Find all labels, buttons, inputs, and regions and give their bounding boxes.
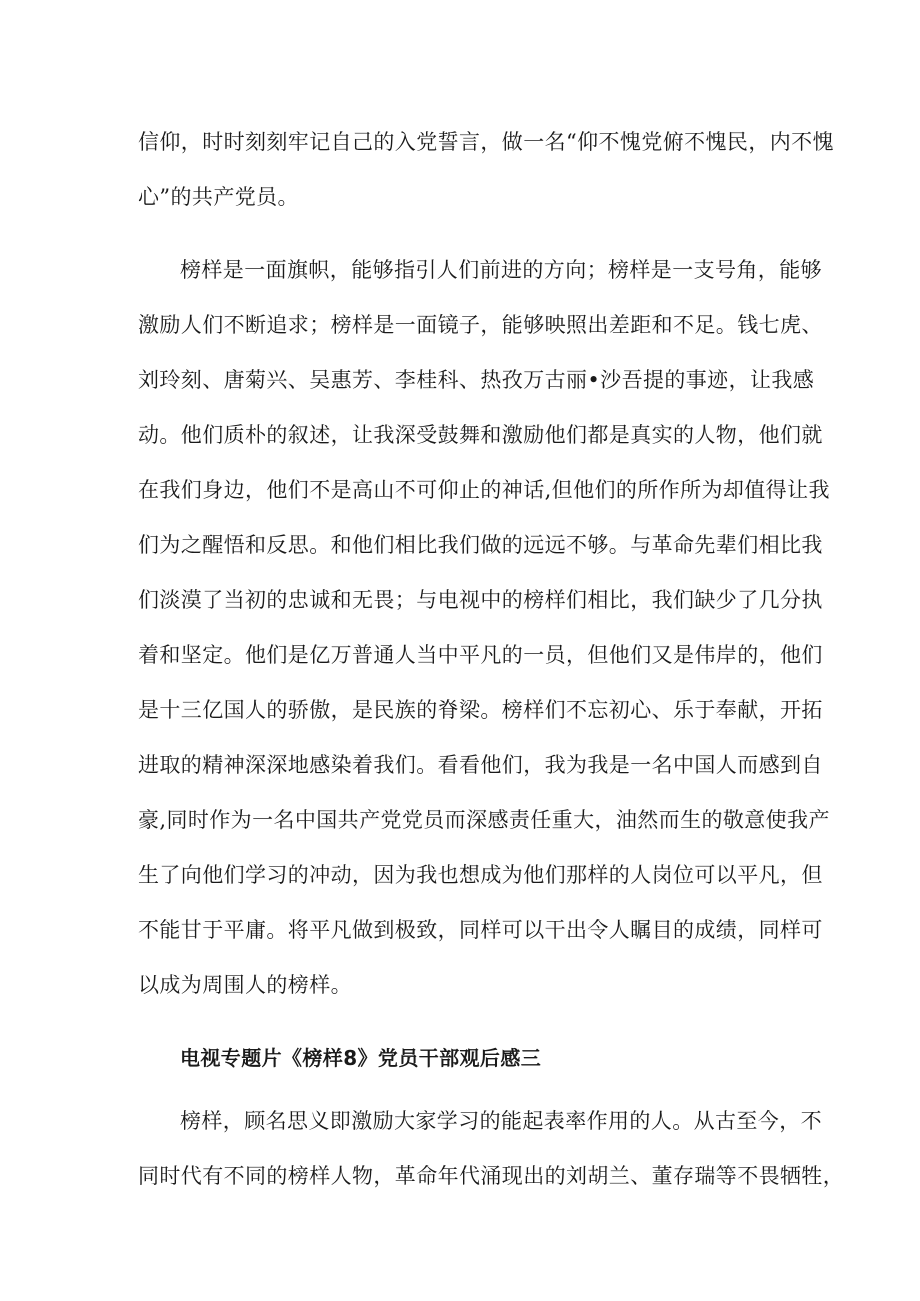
paragraph-2-line-6: 们为之醒悟和反思。和他们相比我们做的远远不够。与革命先辈们相比我 — [138, 533, 823, 557]
paragraph-3-line-1: 榜样，顾名思义即激励大家学习的能起表率作用的人。从古至今，不 — [180, 1109, 822, 1133]
section-heading: 电视专题片《榜样8》党员干部观后感三 — [180, 1046, 542, 1070]
paragraph-2-line-14: 以成为周围人的榜样。 — [138, 973, 352, 997]
paragraph-2-line-12: 生了向他们学习的冲动，因为我也想成为他们那样的人岗位可以平凡，但 — [138, 863, 823, 887]
paragraph-2-line-13: 不能甘于平庸。将平凡做到极致，同样可以干出令人瞩目的成绩，同样可 — [138, 918, 823, 942]
paragraph-3-line-2: 同时代有不同的榜样人物，革命年代涌现出的刘胡兰、董存瑞等不畏牺牲， — [138, 1164, 845, 1188]
paragraph-2-line-11: 豪,同时作为一名中国共产党党员而深感责任重大，油然而生的敬意使我产 — [138, 808, 830, 832]
paragraph-2-line-9: 是十三亿国人的骄傲，是民族的脊梁。榜样们不忘初心、乐于奉献，开拓 — [138, 698, 823, 722]
paragraph-2-line-3: 刘玲刻、唐菊兴、吴惠芳、李桂科、热孜万古丽•沙吾提的事迹，让我感 — [138, 368, 815, 392]
paragraph-2-line-5: 在我们身边，他们不是高山不可仰止的神话,但他们的所作所为却值得让我 — [138, 478, 830, 502]
paragraph-2-line-2: 激励人们不断追求；榜样是一面镜子，能够映照出差距和不足。钱七虎、 — [138, 313, 823, 337]
paragraph-2-line-10: 进取的精神深深地感染着我们。看看他们，我为我是一名中国人而感到自 — [138, 753, 823, 777]
paragraph-2-line-7: 们淡漠了当初的忠诚和无畏；与电视中的榜样们相比，我们缺少了几分执 — [138, 588, 823, 612]
paragraph-1-line-2: 心”的共产党员。 — [138, 185, 299, 209]
paragraph-2-line-4: 动。他们质朴的叙述，让我深受鼓舞和激励他们都是真实的人物，他们就 — [138, 423, 823, 447]
paragraph-1-line-1: 信仰，时时刻刻牢记自己的入党誓言，做一名“仰不愧党俯不愧民，内不愧 — [138, 130, 834, 154]
paragraph-2-line-8: 着和坚定。他们是亿万普通人当中平凡的一员，但他们又是伟岸的，他们 — [138, 643, 823, 667]
paragraph-2-line-1: 榜样是一面旗帜，能够指引人们前进的方向；榜样是一支号角，能够 — [180, 258, 822, 282]
